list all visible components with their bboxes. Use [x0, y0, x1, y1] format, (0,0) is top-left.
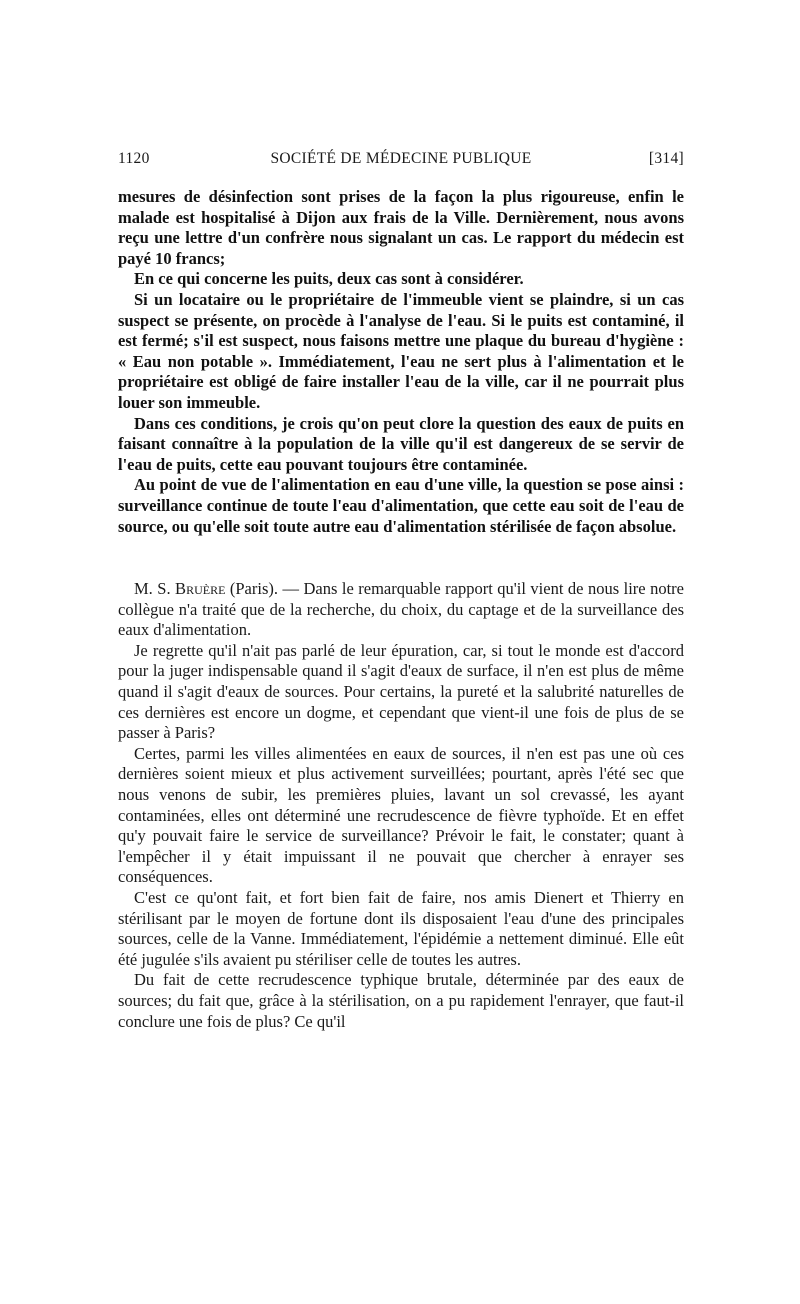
paragraph-6-text: (Paris). — Dans le remarquable rapport qu'il vient de nous lire notre collègue n'a traité que de la recherche, du choix, du captage et de la surveillance des eaux d'alimentation. [118, 579, 684, 640]
document-page [118, 150, 684, 1032]
folio-number: [314] [648, 150, 684, 167]
speaker-name: M. S. Bruère [134, 579, 226, 599]
paragraph-7: Je regrette qu'il n'ait pas parlé de leur épuration, car, si tout le monde est d'accord pour la juger indispensable quand il s'agit d'eaux de surface, il n'en est plus de même quand il s'agit d'eaux de sources. Pour certains, la pureté et la salubrité naturelles de ces dernières est encore un dogme, et cependant que vient-il une fois de plus de se passer à Paris? [118, 640, 684, 743]
paragraph-3: Si un locataire ou le propriétaire de l'immeuble vient se plaindre, si un cas suspect se présente, on procède à l'analyse de l'eau. Si le puits est contaminé, il est fermé; s'il est suspect, nous faisons mettre une plaque du bureau d'hygiène : « Eau non potable ». Immédiatement, l'eau ne sert plus à l'alimentation et le propriétaire est obligé de faire installer l'eau de la ville, car il ne pourrait plus louer son immeuble. [118, 289, 684, 412]
paragraph-9: C'est ce qu'ont fait, et fort bien fait de faire, nos amis Dienert et Thierry en stérilisant par le moyen de fortune dont ils disposaient l'eau d'une des principales sources, celle de la Vanne. Immédiatement, l'épidémie a nettement diminué. Elle eût été jugulée s'ils avaient pu stériliser celle de toutes les autres. [118, 888, 684, 969]
section-gap [118, 537, 684, 579]
running-head [118, 150, 684, 174]
paragraph-5: Au point de vue de l'alimentation en eau d'une ville, la question se pose ainsi : surveillance continue de toute l'eau d'alimentation, que cette eau soit de l'eau de source, ou qu'elle soit toute autre eau d'alimentation stérilisée de façon absolue. [118, 475, 684, 536]
page-number: 1120 [118, 150, 150, 167]
paragraph-6 [118, 579, 684, 641]
journal-title: SOCIÉTÉ DE MÉDECINE PUBLIQUE [270, 150, 532, 167]
paragraph-1: mesures de désinfection sont prises de la façon la plus rigoureuse, enfin le malade est hospitalisé à Dijon aux frais de la Ville. Dernièrement, nous avons reçu une lettre d'un confrère nous signalant un cas. Le rapport du médecin est payé 10 francs; [118, 187, 684, 268]
paragraph-2: En ce qui concerne les puits, deux cas sont à considérer. [134, 269, 524, 289]
paragraph-4: Dans ces conditions, je crois qu'on peut clore la question des eaux de puits en faisant connaître à la population de la ville qu'il est dangereux de se servir de l'eau de puits, cette eau pouvant toujours être contaminée. [118, 413, 684, 474]
paragraph-8: Certes, parmi les villes alimentées en eaux de sources, il n'en est pas une où ces dernières soient mieux et plus activement surveillées; pourtant, après l'été sec que nous venons de subir, les premières pluies, lavant un sol crevassé, les ayant contaminées, elles ont déterminé une recrudescence de fièvre typhoïde. Et en effet qu'y pouvait faire le service de surveillance? Prévoir le fait, le constater; quant à l'empêcher il y était impuissant il ne pouvait que chercher à enrayer ses conséquences. [118, 743, 684, 887]
paragraph-10: Du fait de cette recrudescence typhique brutale, déterminée par des eaux de sources; du fait que, grâce à la stérilisation, on a pu rapidement l'enrayer, que faut-il conclure une fois de plus? Ce qu'il [118, 970, 684, 1031]
